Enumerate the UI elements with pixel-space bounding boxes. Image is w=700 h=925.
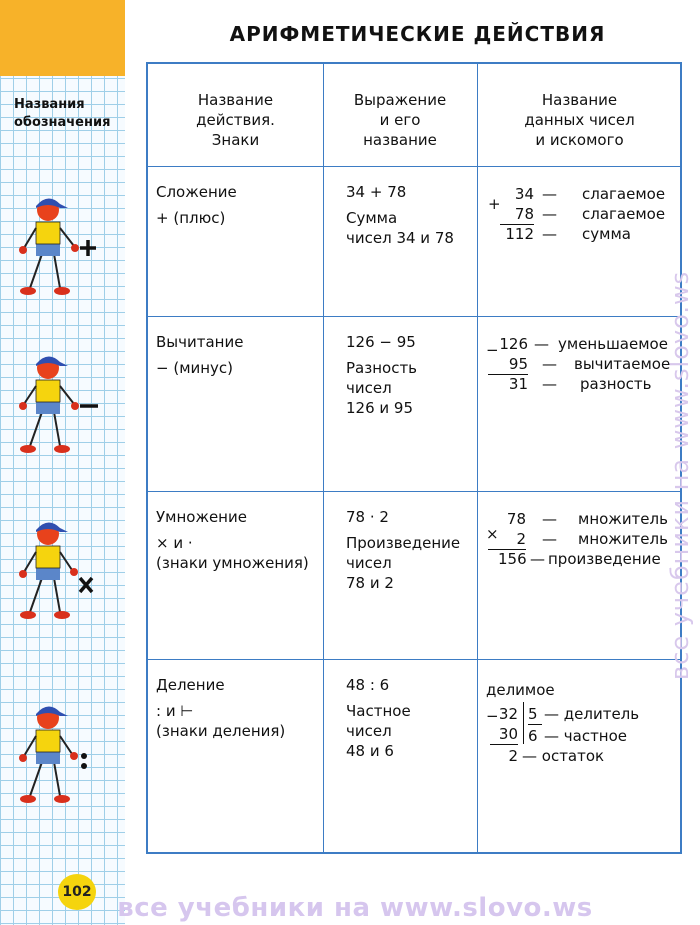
header-expression	[323, 90, 477, 150]
header-line: и искомого	[535, 131, 624, 149]
operand: 34	[514, 185, 534, 203]
expression-cell-division	[346, 675, 411, 761]
header-line: действия.	[196, 111, 275, 129]
operation-signs: (знаки умножения)	[156, 554, 309, 572]
operation-cell-multiplication	[156, 507, 309, 573]
table-divider	[148, 316, 680, 317]
operation-signs: + (плюс)	[156, 209, 226, 227]
quotient: 6	[528, 727, 538, 745]
expression-name: Разность	[346, 359, 418, 377]
table-divider	[148, 659, 680, 660]
dash: —	[530, 550, 545, 568]
term-name: сумма	[582, 225, 631, 243]
expression-name: Сумма	[346, 209, 398, 227]
expression-name: чисел 34 и 78	[346, 229, 454, 247]
division-bar	[523, 702, 524, 744]
dash: —	[542, 225, 557, 243]
operation-name: Сложение	[156, 183, 237, 201]
expression-name: чисел	[346, 554, 392, 572]
term-name: — остаток	[522, 747, 605, 765]
result: 31	[508, 375, 528, 393]
operation-signs: − (минус)	[156, 359, 234, 377]
term-name: множитель	[578, 530, 668, 548]
header-line: название	[363, 131, 437, 149]
expression-name: чисел	[346, 379, 392, 397]
dash: —	[542, 205, 557, 223]
plus-figure-icon	[14, 192, 102, 302]
table-divider	[148, 166, 680, 167]
dash: —	[542, 185, 557, 203]
operator-sign: ×	[486, 525, 499, 543]
operation-cell-addition	[156, 182, 237, 228]
page-title: АРИФМЕТИЧЕСКИЕ ДЕЙСТВИЯ	[229, 22, 606, 46]
expression: 48 : 6	[346, 676, 390, 694]
term-name: слагаемое	[582, 205, 666, 223]
minus-figure-icon	[14, 350, 102, 460]
expression: 78 · 2	[346, 508, 389, 526]
operation-name: Деление	[156, 676, 225, 694]
divide-figure-icon	[14, 700, 102, 810]
operand: 78	[506, 510, 526, 528]
operation-name: Умножение	[156, 508, 247, 526]
remainder: 2	[508, 747, 518, 765]
expression-name: Произведение	[346, 534, 461, 552]
orange-corner-block	[0, 0, 125, 76]
header-line: Знаки	[211, 131, 260, 149]
expression-name: чисел	[346, 722, 392, 740]
operator-sign: −	[486, 341, 499, 359]
page-number: 102	[58, 874, 96, 910]
header-line: Выражение	[353, 91, 447, 109]
subtrahend: 30	[490, 724, 518, 745]
dash: —	[542, 510, 557, 528]
side-label-line-2: обозначения	[14, 115, 111, 130]
table-divider	[148, 491, 680, 492]
expression-name: 48 и 6	[346, 742, 394, 760]
multiply-figure-icon	[14, 516, 102, 626]
side-watermark: все учебники на www.slovo.ws	[666, 270, 694, 680]
dash: —	[542, 375, 557, 393]
operation-signs: × и ·	[156, 534, 193, 552]
result: 156	[498, 550, 527, 568]
header-operation	[148, 90, 323, 150]
side-label-line-1: Названия	[14, 97, 85, 112]
operator-sign: −	[486, 707, 499, 725]
operator-sign: +	[488, 195, 501, 213]
expression-cell-addition	[346, 182, 454, 248]
operand: 95	[488, 354, 528, 375]
operation-signs: : и ⊢	[156, 702, 194, 720]
side-label	[14, 96, 122, 132]
table-divider	[477, 64, 478, 852]
table-divider	[323, 64, 324, 852]
expression-cell-subtraction	[346, 332, 417, 418]
expression-name: Частное	[346, 702, 411, 720]
expression-cell-multiplication	[346, 507, 460, 593]
operation-name: Вычитание	[156, 333, 244, 351]
term-name: вычитаемое	[574, 355, 671, 373]
dash: —	[542, 530, 557, 548]
header-numbers	[477, 90, 682, 150]
operand: 78	[500, 204, 534, 225]
term-name: слагаемое	[582, 185, 666, 203]
expression: 34 + 78	[346, 183, 407, 201]
header-line: и его	[379, 111, 421, 129]
header-line: данных чисел	[524, 111, 635, 129]
dividend: 32	[498, 705, 518, 723]
operand: 126	[499, 335, 528, 353]
operation-cell-division	[156, 675, 285, 741]
dash: —	[542, 355, 557, 373]
term-name: — делитель	[544, 705, 640, 723]
dash: —	[534, 335, 549, 353]
term-name: уменьшаемое	[558, 335, 668, 353]
header-line: Название	[541, 91, 618, 109]
bottom-watermark: все учебники на www.slovo.ws	[117, 893, 593, 923]
expression-name: 126 и 95	[346, 399, 414, 417]
divisor: 5	[528, 704, 542, 725]
term-name: — частное	[544, 727, 628, 745]
term-name: произведение	[548, 550, 661, 568]
expression: 126 − 95	[346, 333, 416, 351]
result: 112	[505, 225, 534, 243]
arithmetic-table	[146, 62, 682, 854]
term-name: множитель	[578, 510, 668, 528]
operation-cell-subtraction	[156, 332, 243, 378]
dividend-label: делимое	[486, 681, 555, 699]
header-line: Название	[197, 91, 274, 109]
operand: 2	[488, 529, 526, 550]
term-name: разность	[580, 375, 652, 393]
operation-signs: (знаки деления)	[156, 722, 286, 740]
expression-name: 78 и 2	[346, 574, 394, 592]
